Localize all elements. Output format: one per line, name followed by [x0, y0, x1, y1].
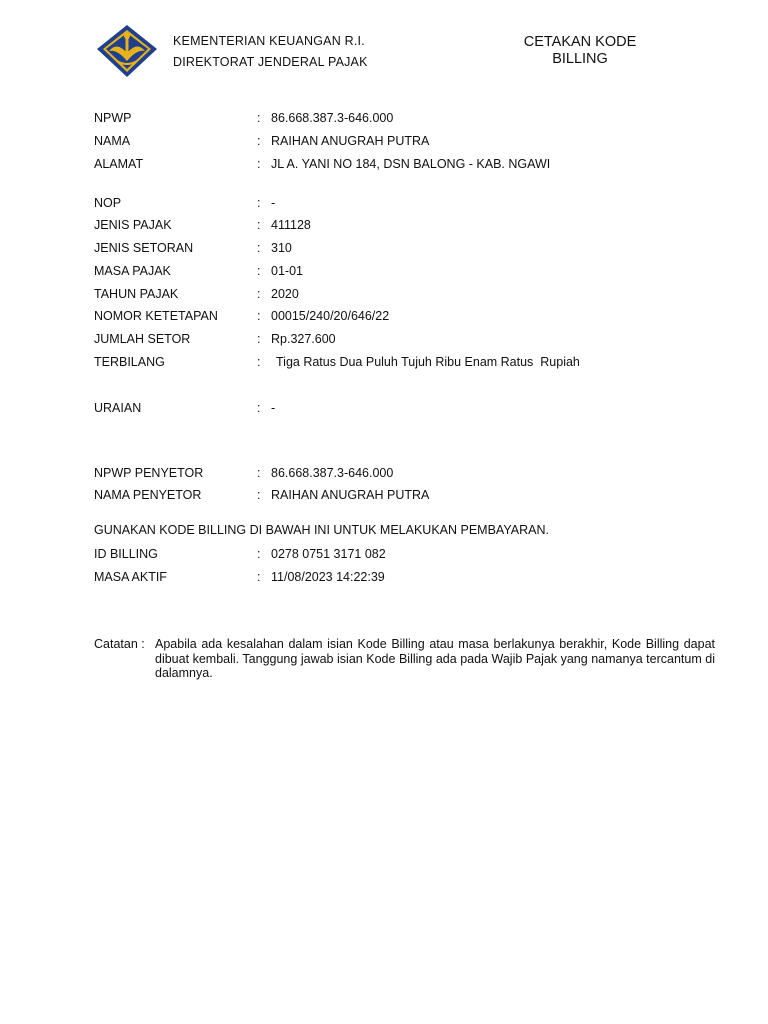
document-title-line2: BILLING [552, 51, 608, 67]
terbilang-label: TERBILANG [94, 355, 165, 369]
separator: : [257, 218, 261, 232]
masa-pajak-value: 01-01 [271, 264, 303, 278]
npwp-value: 86.668.387.3-646.000 [271, 111, 394, 125]
uraian-label: URAIAN [94, 401, 142, 415]
separator: : [257, 355, 261, 369]
nop-label: NOP [94, 196, 122, 210]
tahun-pajak-label: TAHUN PAJAK [94, 287, 179, 301]
nop-value: - [271, 196, 276, 210]
masa-aktif-value: 11/08/2023 14:22:39 [271, 570, 385, 584]
terbilang-value: Tiga Ratus Dua Puluh Tujuh Ribu Enam Ratus Rupiah [276, 355, 580, 369]
billing-notice: GUNAKAN KODE BILLING DI BAWAH INI UNTUK MELAKUKAN PEMBAYARAN. [94, 523, 549, 537]
npwp-penyetor-value: 86.668.387.3-646.000 [271, 466, 394, 480]
alamat-value: JL A. YANI NO 184, DSN BALONG - KAB. NGAWI [271, 157, 551, 171]
jenis-setoran-value: 310 [271, 241, 292, 255]
id-billing-value: 0278 0751 3171 082 [271, 547, 386, 561]
separator: : [257, 309, 261, 323]
jumlah-setor-label: JUMLAH SETOR [94, 332, 191, 346]
separator: : [257, 488, 261, 502]
separator: : [257, 111, 261, 125]
separator: : [257, 547, 261, 561]
separator: : [257, 241, 261, 255]
separator: : [257, 196, 261, 210]
org-ministry: KEMENTERIAN KEUANGAN R.I. [173, 34, 365, 48]
npwp-label: NPWP [94, 111, 132, 125]
note-text: Apabila ada kesalahan dalam isian Kode Billing atau masa berlakunya berakhir, Kode Billing dapat dibuat kembali. Tanggung jawab isian Kode Billing ada pada Wajib Pajak yang namanya tercantum di dalamnya. [155, 637, 715, 680]
separator: : [257, 264, 261, 278]
org-directorate: DIREKTORAT JENDERAL PAJAK [173, 55, 368, 69]
separator: : [257, 570, 261, 584]
nama-label: NAMA [94, 134, 131, 148]
separator: : [257, 401, 261, 415]
nomor-ketetapan-label: NOMOR KETETAPAN [94, 309, 218, 323]
nama-value: RAIHAN ANUGRAH PUTRA [271, 134, 430, 148]
nama-penyetor-value: RAIHAN ANUGRAH PUTRA [271, 488, 430, 502]
masa-aktif-label: MASA AKTIF [94, 570, 167, 584]
jenis-setoran-label: JENIS SETORAN [94, 241, 194, 255]
document-title-line1: CETAKAN KODE [523, 34, 637, 50]
kemenkeu-logo [95, 23, 159, 79]
separator: : [257, 466, 261, 480]
document-title [520, 34, 640, 68]
note-label: Catatan : [94, 637, 145, 651]
separator: : [257, 134, 261, 148]
tahun-pajak-value: 2020 [271, 287, 299, 301]
uraian-value: - [271, 401, 276, 415]
separator: : [257, 157, 261, 171]
alamat-label: ALAMAT [94, 157, 144, 171]
separator: : [257, 332, 261, 346]
masa-pajak-label: MASA PAJAK [94, 264, 171, 278]
jumlah-setor-value: Rp.327.600 [271, 332, 336, 346]
npwp-penyetor-label: NPWP PENYETOR [94, 466, 204, 480]
separator: : [257, 287, 261, 301]
nama-penyetor-label: NAMA PENYETOR [94, 488, 202, 502]
jenis-pajak-label: JENIS PAJAK [94, 218, 172, 232]
jenis-pajak-value: 411128 [271, 218, 311, 232]
id-billing-label: ID BILLING [94, 547, 158, 561]
nomor-ketetapan-value: 00015/240/20/646/22 [271, 309, 390, 323]
